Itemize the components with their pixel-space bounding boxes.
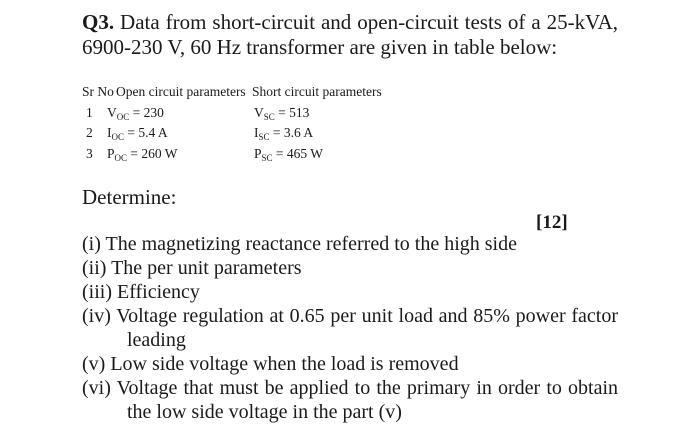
oc-subscript: OC [114, 152, 128, 163]
row-sr: 2 [86, 125, 93, 140]
question-statement [82, 10, 618, 60]
sc-symbol: V [254, 104, 264, 120]
list-item: (vi) Voltage that must be applied to the primary in order to obtain the low side voltage in the part (v) [82, 377, 618, 423]
header-short-circuit: Short circuit parameters [252, 84, 382, 99]
oc-symbol: P [107, 145, 115, 161]
sc-subscript: SC [258, 132, 270, 142]
sc-number: = 513 [274, 104, 310, 120]
oc-subscript: OC [116, 111, 130, 122]
row-sr: 3 [86, 145, 93, 161]
oc-number: = 5.4 A [124, 125, 168, 140]
list-item: (iii) Efficiency [82, 281, 200, 303]
list-item: (i) The magnetizing reactance referred to the high side [82, 233, 517, 255]
sc-subscript: SC [261, 152, 273, 163]
sc-number: = 3.6 A [269, 125, 314, 140]
sc-symbol: P [254, 145, 262, 161]
determine-label: Determine: [82, 185, 177, 209]
list-item: (iv) Voltage regulation at 0.65 per unit load and 85% power factor leading [82, 305, 618, 351]
sc-value [254, 144, 323, 169]
parts-list [82, 232, 618, 424]
sc-symbol: I [254, 125, 259, 140]
marks-badge: [12] [536, 212, 568, 233]
header-open-circuit: Open circuit parameters [116, 84, 246, 99]
list-item: (v) Low side voltage when the load is removed [82, 353, 459, 375]
row-sr: 1 [86, 104, 93, 120]
sc-subscript: SC [263, 111, 275, 122]
oc-symbol: I [107, 125, 112, 140]
header-sr-no: Sr No [82, 84, 114, 99]
oc-subscript: OC [111, 132, 125, 142]
sc-number: = 465 W [272, 145, 324, 161]
list-item: (ii) The per unit parameters [82, 257, 302, 279]
oc-number: = 260 W [127, 145, 178, 161]
question-text: Data from short-circuit and open-circuit tests of a 25-kVA, 6900-230 V, 60 Hz transformer are given in table below: [82, 10, 618, 59]
question-number: Q3. [82, 10, 115, 34]
oc-number: = 230 [129, 104, 164, 120]
oc-value [107, 144, 178, 169]
oc-symbol: V [107, 104, 117, 120]
